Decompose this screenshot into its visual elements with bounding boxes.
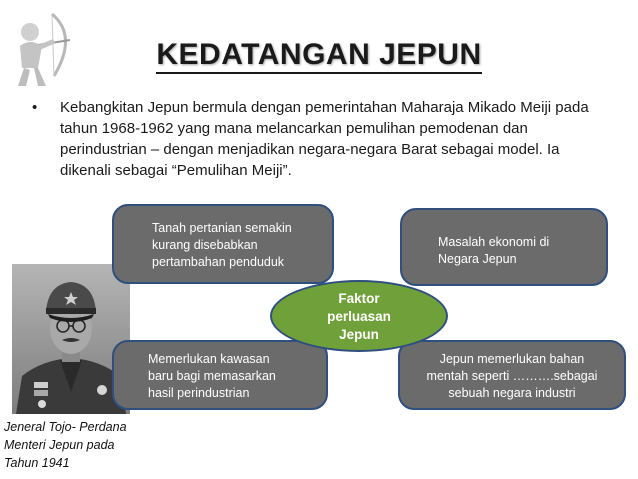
center-line: perluasan	[327, 309, 391, 324]
factor-box-top-right	[400, 208, 608, 286]
portrait-caption	[4, 418, 184, 472]
factor-line: Jepun memerlukan bahan	[439, 352, 585, 366]
factor-line: pertambahan penduduk	[152, 255, 285, 269]
center-ellipse	[270, 280, 448, 352]
caption-line: Menteri Jepun pada	[4, 438, 115, 452]
factor-line: sebuah negara industri	[448, 386, 576, 400]
caption-line: Tahun 1941	[4, 456, 70, 470]
factor-line: kurang disebabkan	[152, 238, 258, 252]
center-line: Faktor	[338, 291, 380, 306]
factor-box-bottom-right	[398, 340, 626, 410]
factor-line: baru bagi memasarkan	[148, 369, 276, 383]
factor-box-top-left	[112, 204, 334, 284]
intro-bullet	[32, 97, 596, 181]
factor-line: Negara Jepun	[438, 252, 517, 266]
factor-line: Memerlukan kawasan	[148, 352, 270, 366]
center-line: Jepun	[339, 327, 379, 342]
intro-bullet-text: Kebangkitan Jepun bermula dengan pemerintahan Maharaja Mikado Meiji pada tahun 1968-1962 yang mana melancarkan pemulihan pemodenan dan perindustrian – dengan menjadikan negara-negara Barat sebagai model. Ia dikenali sebagai “Pemulihan Meiji”.	[60, 99, 589, 179]
slide-title: KEDATANGAN JEPUN	[0, 38, 638, 72]
factor-line: Tanah pertanian semakin	[152, 221, 292, 235]
bullet-dot-icon: •	[32, 99, 38, 116]
caption-line: Jeneral Tojo- Perdana	[4, 420, 127, 434]
factor-line: hasil perindustrian	[148, 386, 250, 400]
factor-line: Masalah ekonomi di	[438, 235, 550, 249]
factor-line: mentah seperti ……….sebagai	[426, 369, 598, 383]
factor-box-bottom-left	[112, 340, 328, 410]
